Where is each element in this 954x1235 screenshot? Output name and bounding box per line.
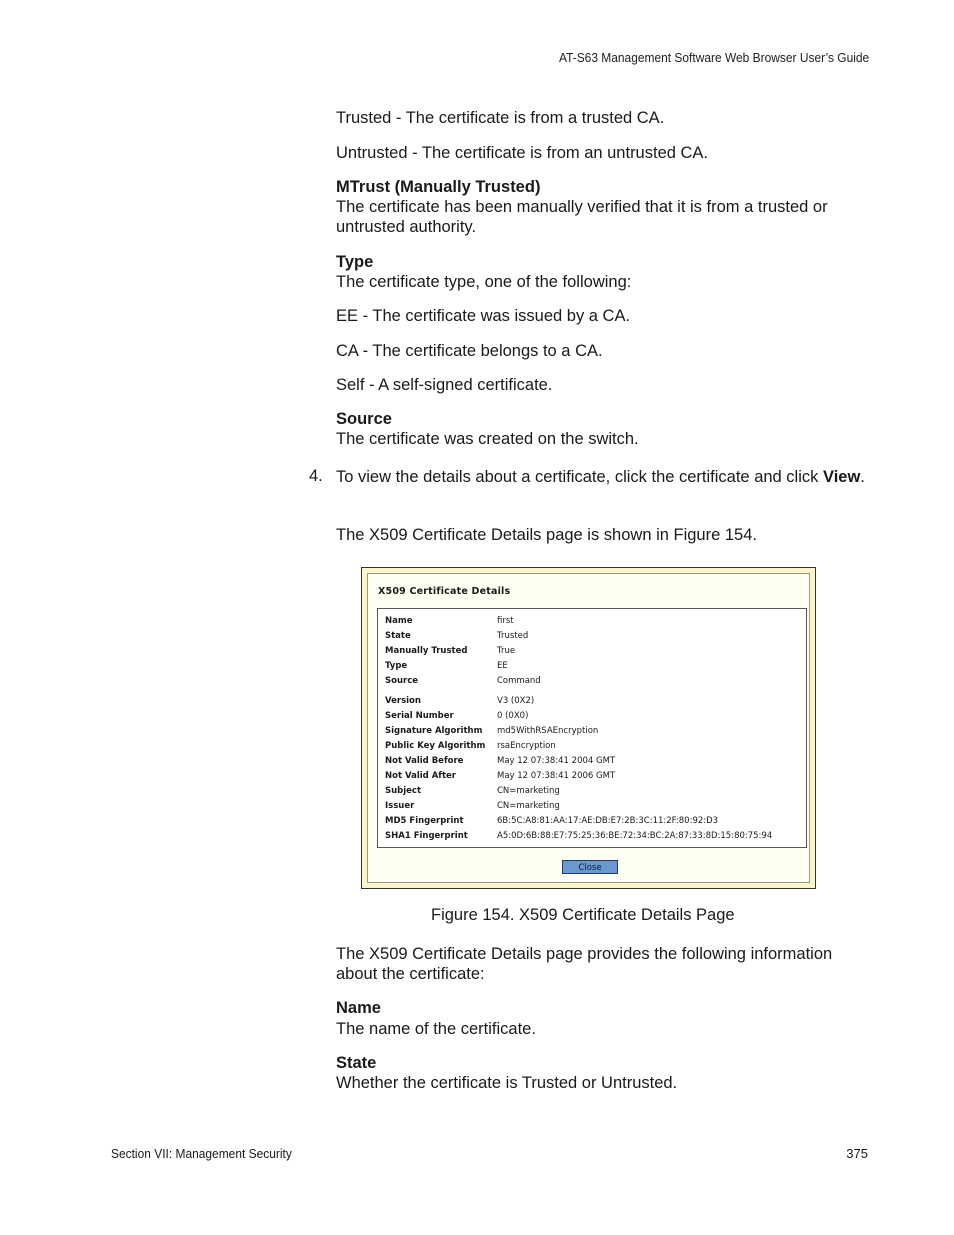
step-text-after: . (860, 468, 865, 486)
detail-value: Command (497, 676, 541, 686)
source-text: The certificate was created on the switch. (336, 430, 639, 448)
detail-label: Version (385, 696, 421, 706)
step-text-before: To view the details about a certificate, click the certificate and click (336, 468, 823, 486)
detail-value: May 12 07:38:41 2006 GMT (497, 771, 616, 781)
shown-in-text: The X509 Certificate Details page is shown in Figure 154. (336, 526, 757, 544)
mtrust-text: The certificate has been manually verified that it is from a trusted or untrusted authority. (336, 198, 828, 236)
detail-label: Source (385, 676, 419, 686)
detail-label: Signature Algorithm (385, 726, 483, 736)
provides-text: The X509 Certificate Details page provides the following information about the certificate: (336, 945, 833, 983)
running-header: AT-S63 Management Software Web Browser User’s Guide (558, 50, 869, 65)
detail-value: May 12 07:38:41 2004 GMT (497, 756, 616, 766)
detail-row (378, 726, 806, 741)
detail-label: SHA1 Fingerprint (385, 831, 468, 841)
detail-label: Issuer (385, 801, 415, 811)
detail-label: Subject (385, 786, 422, 796)
detail-value: 6B:5C:A8:81:AA:17:AE:DB:E7:2B:3C:11:2F:80:92:D3 (497, 816, 719, 826)
step-text-view: View (822, 468, 861, 486)
detail-row (378, 676, 806, 691)
detail-row (378, 616, 806, 631)
x509-figure (361, 567, 816, 889)
detail-value: V3 (0X2) (497, 696, 535, 706)
state-heading: State (336, 1054, 377, 1072)
detail-label: Type (385, 661, 408, 671)
step-text (336, 467, 866, 487)
detail-value: first (497, 616, 514, 626)
detail-value: 0 (0X0) (497, 711, 529, 721)
detail-row (378, 756, 806, 771)
detail-row (378, 786, 806, 801)
detail-value: CN=marketing (497, 786, 560, 796)
figure-title: X509 Certificate Details (378, 586, 511, 597)
detail-label: Not Valid After (385, 771, 456, 781)
detail-value: True (497, 646, 516, 656)
close-button[interactable]: Close (562, 860, 618, 874)
type-self-text: Self - A self-signed certificate. (336, 376, 553, 394)
trusted-text: Trusted - The certificate is from a trusted CA. (336, 109, 665, 127)
figure-panel (367, 573, 810, 883)
detail-label: Serial Number (385, 711, 454, 721)
detail-row (378, 741, 806, 756)
state-text: Whether the certificate is Trusted or Untrusted. (336, 1074, 678, 1092)
detail-label: Not Valid Before (385, 756, 464, 766)
name-heading: Name (336, 999, 381, 1017)
detail-row (378, 696, 806, 711)
detail-row (378, 646, 806, 661)
figure-caption: Figure 154. X509 Certificate Details Page (431, 906, 735, 924)
detail-row (378, 771, 806, 786)
detail-label: Public Key Algorithm (385, 741, 486, 751)
detail-row (378, 831, 806, 846)
step-number: 4. (309, 467, 323, 485)
type-text: The certificate type, one of the following: (336, 273, 632, 291)
detail-row (378, 816, 806, 831)
detail-label: MD5 Fingerprint (385, 816, 464, 826)
detail-row (378, 801, 806, 816)
detail-row (378, 711, 806, 726)
detail-label: State (385, 631, 411, 641)
detail-value: EE (497, 661, 508, 671)
page-number: 375 (846, 1146, 868, 1161)
type-heading: Type (336, 253, 374, 271)
name-text: The name of the certificate. (336, 1020, 536, 1038)
detail-value: A5:0D:6B:88:E7:75:25:36:BE:72:34:BC:2A:87:33:8D:15:80:75:94 (497, 831, 773, 841)
detail-row (378, 661, 806, 676)
source-heading: Source (336, 410, 392, 428)
type-ca-text: CA - The certificate belongs to a CA. (336, 342, 603, 360)
detail-label: Name (385, 616, 413, 626)
detail-value: md5WithRSAEncryption (497, 726, 599, 736)
detail-value: rsaEncryption (497, 741, 556, 751)
mtrust-heading: MTrust (Manually Trusted) (336, 178, 541, 196)
detail-label: Manually Trusted (385, 646, 468, 656)
detail-value: CN=marketing (497, 801, 560, 811)
footer-section: Section VII: Management Security (111, 1146, 292, 1161)
details-box (377, 608, 807, 848)
untrusted-text: Untrusted - The certificate is from an untrusted CA. (336, 144, 709, 162)
type-ee-text: EE - The certificate was issued by a CA. (336, 307, 631, 325)
detail-value: Trusted (497, 631, 529, 641)
detail-row (378, 631, 806, 646)
